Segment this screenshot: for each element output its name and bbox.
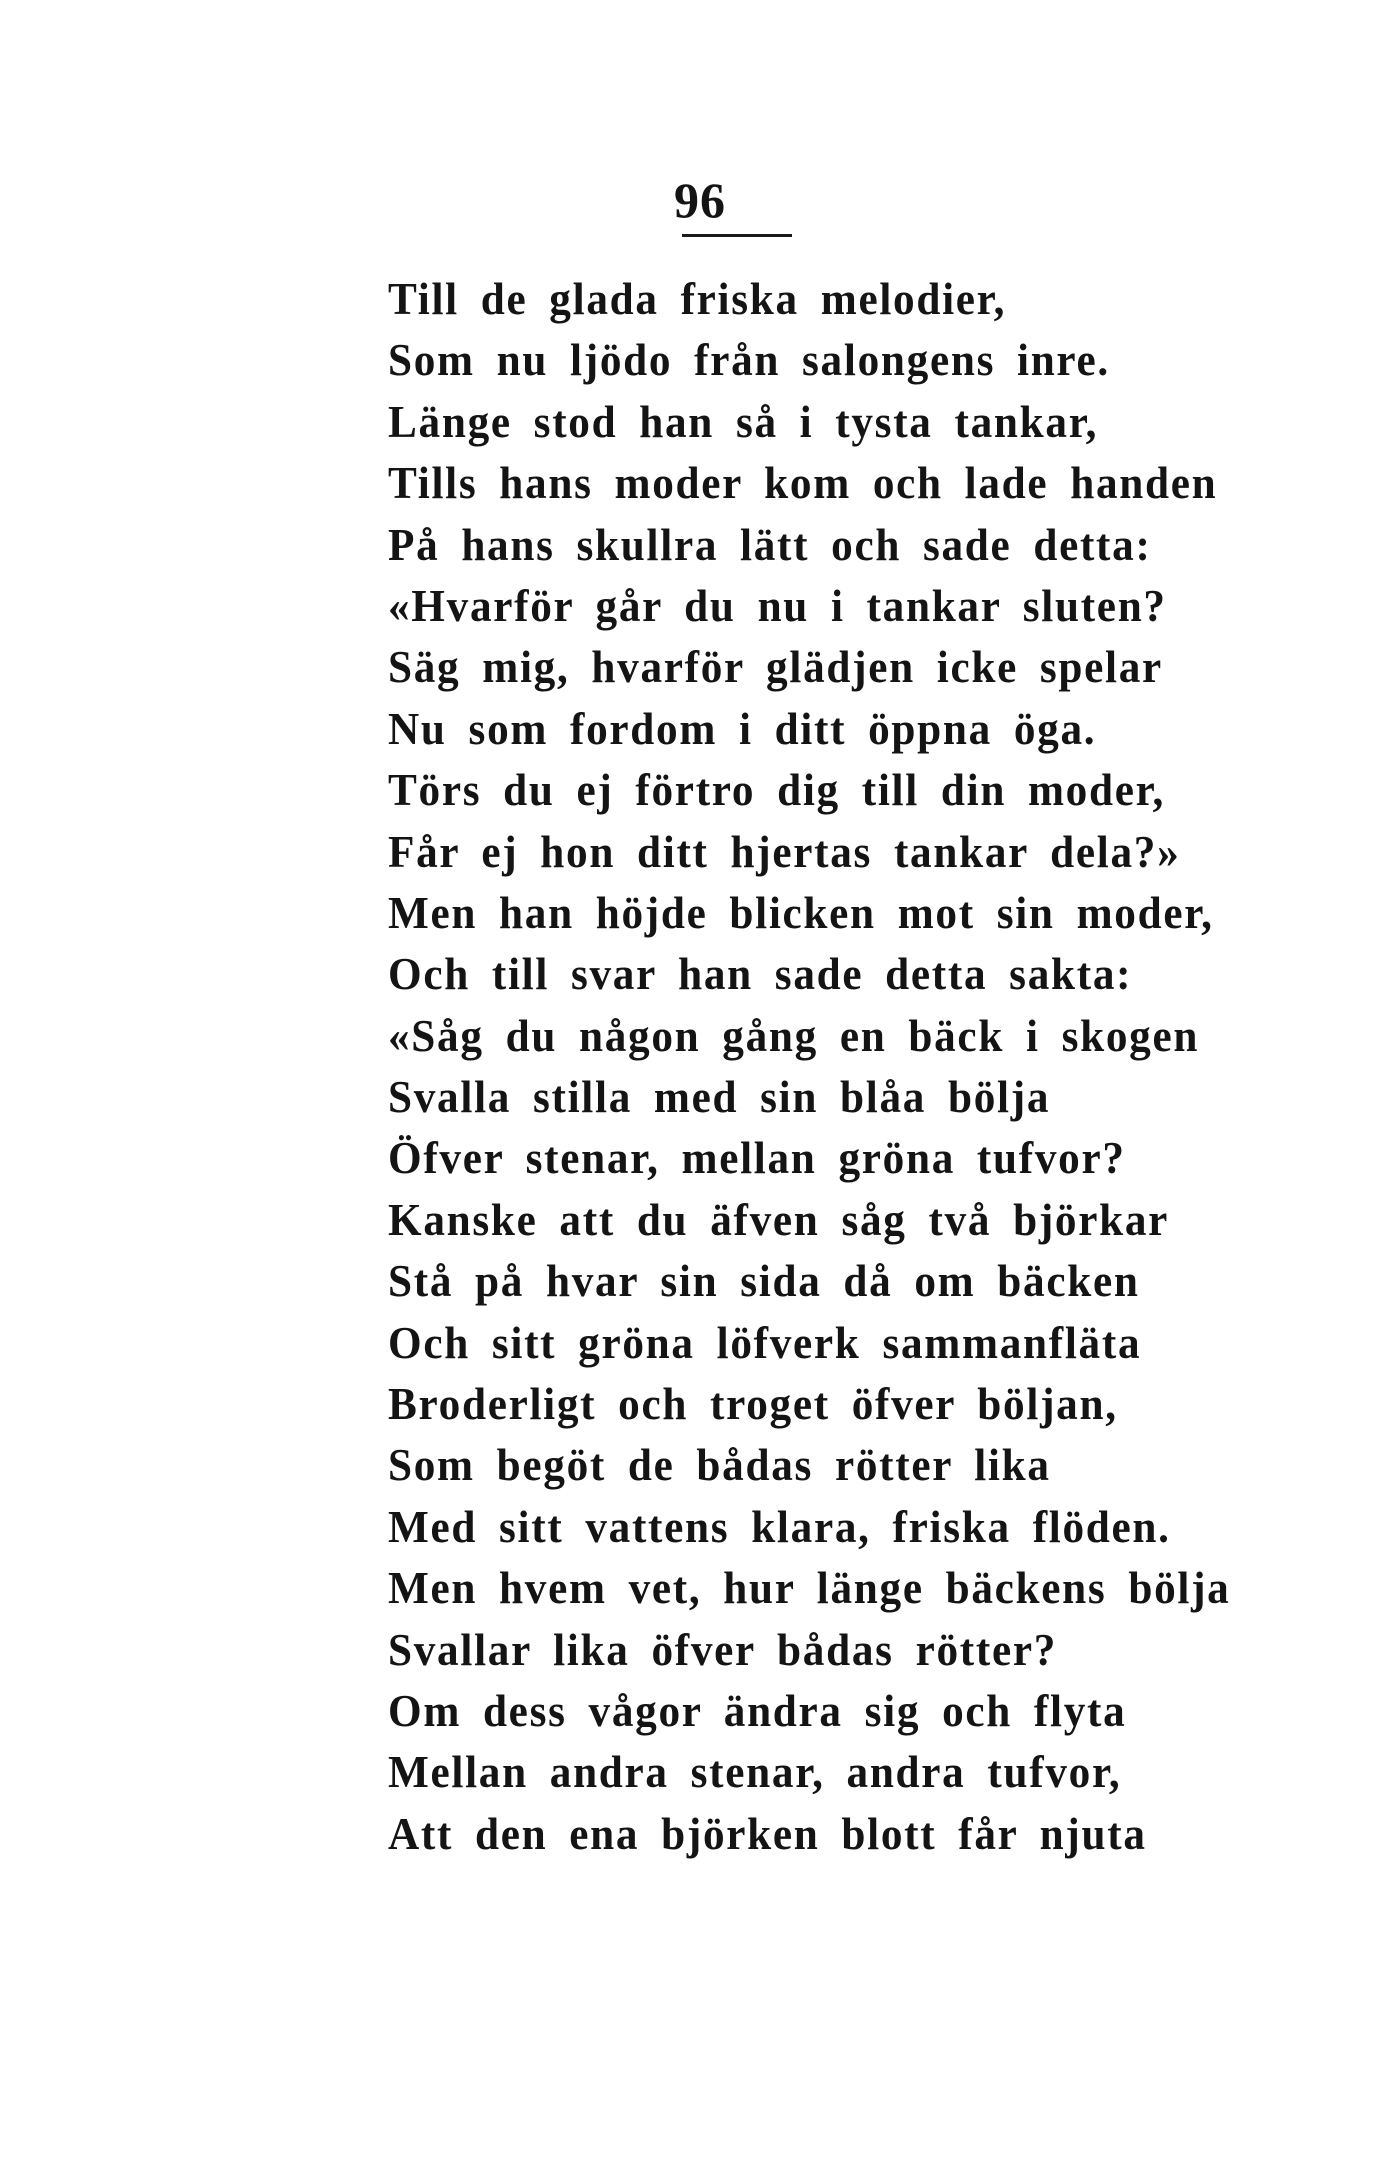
poem-line: Kanske att du äfven såg två björkar <box>388 1193 1170 1245</box>
poem-line: Säg mig, hvarför glädjen icke spelar <box>388 641 1163 693</box>
poem-line: «Såg du någon gång en bäck i skogen <box>388 1009 1200 1061</box>
poem-line: Som nu ljödo från salongens inre. <box>388 334 1110 386</box>
poem-line: Som begöt de bådas rötter lika <box>388 1439 1051 1491</box>
poem-text <box>388 268 1284 1864</box>
poem-line: Tills hans moder kom och lade handen <box>388 457 1218 509</box>
poem-line: Om dess vågor ändra sig och flyta <box>388 1684 1127 1736</box>
poem-line: Och till svar han sade detta sakta: <box>388 948 1133 1000</box>
poem-line: «Hvarför går du nu i tankar sluten? <box>388 579 1167 631</box>
poem-line: Och sitt gröna löfverk sammanfläta <box>388 1316 1142 1368</box>
poem-line: Men hvem vet, hur länge bäckens bölja <box>388 1562 1231 1614</box>
page-number: 96 <box>674 172 726 228</box>
poem-line: Nu som fordom i ditt öppna öga. <box>388 702 1097 754</box>
page-number-rule <box>682 234 792 237</box>
poem-line: Men han höjde blicken mot sin moder, <box>388 886 1214 938</box>
poem-line: På hans skullra lätt och sade detta: <box>388 518 1152 570</box>
poem-line: Med sitt vattens klara, friska flöden. <box>388 1500 1171 1552</box>
poem-line: Svallar lika öfver bådas rötter? <box>388 1623 1058 1675</box>
poem-line: Länge stod han så i tysta tankar, <box>388 395 1099 447</box>
poem-line: Öfver stenar, mellan gröna tufvor? <box>388 1132 1126 1184</box>
poem-line: Mellan andra stenar, andra tufvor, <box>388 1746 1122 1798</box>
poem-line: Till de glada friska melodier, <box>388 273 1007 324</box>
poem-line: Svalla stilla med sin blåa bölja <box>388 1071 1051 1123</box>
poem-line: Att den ena björken blott får njuta <box>388 1807 1147 1859</box>
poem-line: Stå på hvar sin sida då om bäcken <box>388 1255 1140 1307</box>
poem-line: Broderligt och troget öfver böljan, <box>388 1378 1118 1430</box>
poem-line: Får ej hon ditt hjertas tankar dela?» <box>388 825 1181 877</box>
poem-line: Törs du ej förtro dig till din moder, <box>388 764 1166 816</box>
